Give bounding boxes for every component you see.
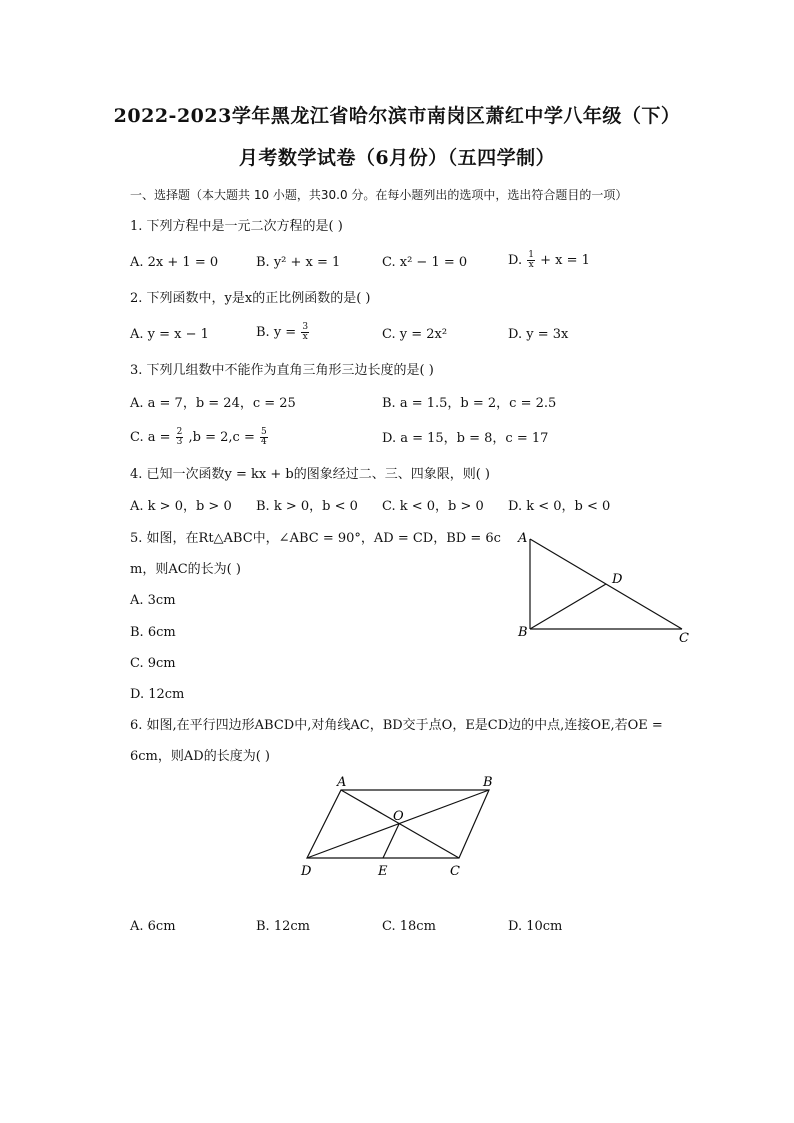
q1-option-d-tail: + x = 1 <box>540 253 590 268</box>
exam-title-line1: 2022-2023学年黑龙江省哈尔滨市南岗区萧红中学八年级（下） <box>113 105 681 127</box>
q5-triangle-figure <box>510 525 710 650</box>
q5-option-a: A. 3cm <box>130 593 176 608</box>
q6-stem-line1: 6. 如图,在平行四边形ABCD中,对角线AC，BD交于点O，E是CD边的中点,连接OE,若OE = <box>130 718 663 733</box>
q1-option-d-fraction <box>527 251 535 270</box>
q3-c-numerator-a: 2 <box>176 427 183 437</box>
q1-stem: 1. 下列方程中是一元二次方程的是( ) <box>130 219 343 234</box>
q3-c-numerator-c: 5 <box>261 427 267 437</box>
label-point-d: D <box>612 572 623 587</box>
q4-option-c: C. k < 0，b > 0 <box>382 499 484 514</box>
q1-option-d-label: D. <box>508 253 523 268</box>
q6-option-d: D. 10cm <box>508 919 563 934</box>
q2-option-b <box>256 323 310 342</box>
q4-stem: 4. 已知一次函数y = kx + b的图象经过二、三、四象限，则( ) <box>130 467 491 482</box>
q2-b-denominator: x <box>302 332 308 342</box>
q3-option-b: B. a = 1.5，b = 2，c = 2.5 <box>382 396 557 411</box>
q3-option-c-fraction-c <box>260 428 268 447</box>
q2-b-numerator: 3 <box>302 322 309 332</box>
q4-option-d: D. k < 0，b < 0 <box>508 499 611 514</box>
label-point-o: O <box>393 809 404 824</box>
q3-option-c-fraction-a <box>176 428 184 447</box>
q2-stem: 2. 下列函数中，y是x的正比例函数的是( ) <box>130 291 371 306</box>
q4-option-a: A. k > 0，b > 0 <box>130 499 232 514</box>
q3-option-c <box>130 428 269 447</box>
q5-stem-line2: m，则AC的长为( ) <box>130 562 241 577</box>
q6-stem-line2: 6cm，则AD的长度为( ) <box>130 749 270 764</box>
q3-c-denominator-c: 4 <box>261 437 267 447</box>
q1-d-numerator: 1 <box>528 250 534 260</box>
q1-d-denominator: x <box>528 260 534 270</box>
q1-option-c: C. x² − 1 = 0 <box>382 255 468 270</box>
q1-option-b: B. y² + x = 1 <box>256 255 341 270</box>
q3-stem: 3. 下列几组数中不能作为直角三角形三边长度的是( ) <box>130 363 434 378</box>
q3-option-d: D. a = 15，b = 8，c = 17 <box>382 431 549 446</box>
label-point-c: C <box>679 631 689 646</box>
diagonal-ac <box>341 790 459 858</box>
segment-bd <box>530 584 606 629</box>
diagonal-bd <box>307 790 489 858</box>
q6-option-a: A. 6cm <box>130 919 176 934</box>
q2-option-c: C. y = 2x² <box>382 327 448 342</box>
label-point-c: C <box>450 864 460 879</box>
q3-option-a: A. a = 7，b = 24，c = 25 <box>130 396 296 411</box>
exam-title-line2: 月考数学试卷（6月份）（五四学制） <box>238 147 556 169</box>
q5-option-b: B. 6cm <box>130 625 176 640</box>
label-point-d: D <box>301 864 312 879</box>
q3-option-c-label: C. a = <box>130 430 171 445</box>
q1-option-d <box>508 251 590 270</box>
label-point-a: A <box>337 775 347 790</box>
q5-stem-line1: 5. 如图，在Rt△ABC中，∠ABC = 90°，AD = CD，BD = 6c <box>130 531 501 546</box>
label-point-e: E <box>378 864 388 879</box>
q5-option-c: C. 9cm <box>130 656 176 671</box>
q2-option-d: D. y = 3x <box>508 327 569 342</box>
q5-option-d: D. 12cm <box>130 687 185 702</box>
label-point-b: B <box>518 625 528 640</box>
q6-parallelogram-figure <box>295 768 505 883</box>
q3-option-c-mid: ,b = 2,c = <box>188 430 255 445</box>
q1-option-a: A. 2x + 1 = 0 <box>130 255 219 270</box>
label-point-b: B <box>483 775 493 790</box>
q6-option-c: C. 18cm <box>382 919 436 934</box>
label-point-a: A <box>518 531 528 546</box>
q6-option-b: B. 12cm <box>256 919 310 934</box>
section-heading: 一、选择题（本大题共 10 小题，共30.0 分。在每小题列出的选项中，选出符合题目的一项） <box>130 188 628 202</box>
q2-option-b-label: B. y = <box>256 325 297 340</box>
q4-option-b: B. k > 0，b < 0 <box>256 499 358 514</box>
q3-c-denominator-a: 3 <box>176 437 183 447</box>
q2-option-a: A. y = x − 1 <box>130 327 209 342</box>
q2-option-b-fraction <box>301 323 309 342</box>
